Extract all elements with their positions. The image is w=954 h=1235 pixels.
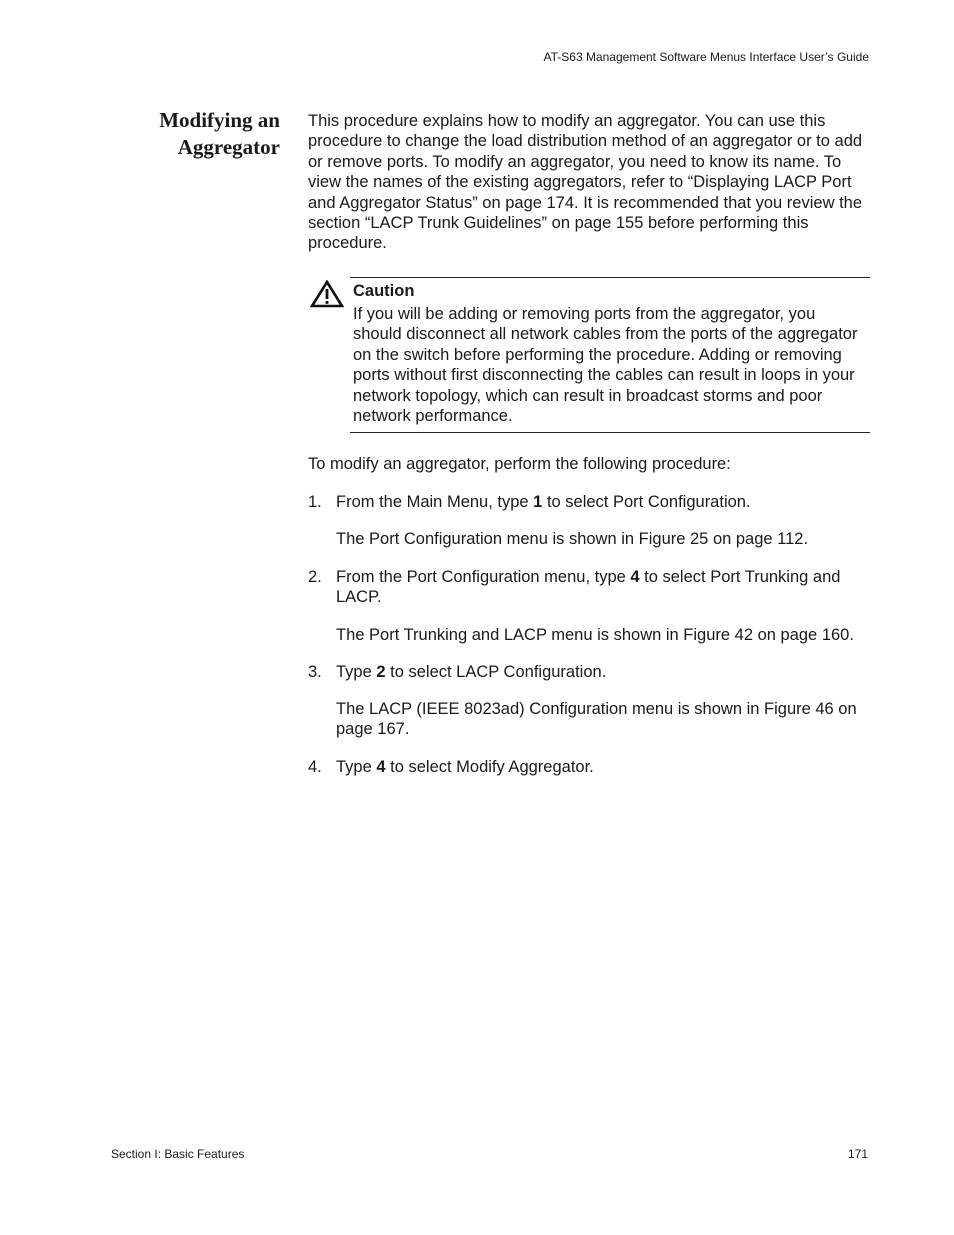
step-key: 2 <box>376 663 386 681</box>
step-number: 2. <box>308 568 322 586</box>
intro-paragraph <box>308 111 870 254</box>
step-3-note: The LACP (IEEE 8023ad) Configuration menu is shown in Figure 46 on page 167. <box>336 700 857 739</box>
step-number: 3. <box>308 663 322 681</box>
step-2 <box>308 567 870 608</box>
step-3 <box>308 662 870 682</box>
heading-line-2: Aggregator <box>177 135 280 159</box>
step-text: From the Port Configuration menu, type 4 to select Port Trunking and LACP. <box>336 568 841 607</box>
running-header: AT-S63 Management Software Menus Interface User’s Guide <box>543 50 869 64</box>
caution-title: Caution <box>353 282 415 300</box>
step-4 <box>308 757 870 777</box>
heading-line-1: Modifying an <box>159 108 280 132</box>
step-2-note: The Port Trunking and LACP menu is shown in Figure 42 on page 160. <box>336 626 854 644</box>
step-text: From the Main Menu, type 1 to select Port Configuration. <box>336 493 751 511</box>
warning-triangle-icon <box>310 280 344 308</box>
procedure-intro: To modify an aggregator, perform the following procedure: <box>308 455 731 473</box>
step-1 <box>308 492 870 512</box>
step-number: 4. <box>308 758 322 776</box>
footer-section: Section I: Basic Features <box>111 1147 245 1161</box>
step-key: 4 <box>376 758 386 776</box>
caution-text: If you will be adding or removing ports from the aggregator, you should disconnect all network cables from the ports of the aggregator on the switch before performing the procedure. Adding or removing ports without first disconnecting the cables can result in loops in your network topology, which can result in broadcast storms and poor network performance. <box>353 305 858 426</box>
step-key: 4 <box>630 568 640 586</box>
step-text: Type 4 to select Modify Aggregator. <box>336 758 594 776</box>
step-text: Type 2 to select LACP Configuration. <box>336 663 607 681</box>
intro-text: This procedure explains how to modify an aggregator. You can use this procedure to change the load distribution method of an aggregator or to add or remove ports. To modify an aggregator, you need to know its name. To view the names of the existing aggregators, refer to “Displaying LACP Port and Aggregator Status” on page 174. It is recommended that you review the section “LACP Trunk Guidelines” on page 155 before performing this procedure. <box>308 112 863 253</box>
section-heading <box>100 107 280 161</box>
step-key: 1 <box>533 493 543 511</box>
step-number: 1. <box>308 493 322 511</box>
step-1-note: The Port Configuration menu is shown in Figure 25 on page 112. <box>336 530 809 548</box>
caution-box <box>350 277 870 433</box>
page-number: 171 <box>847 1147 868 1161</box>
